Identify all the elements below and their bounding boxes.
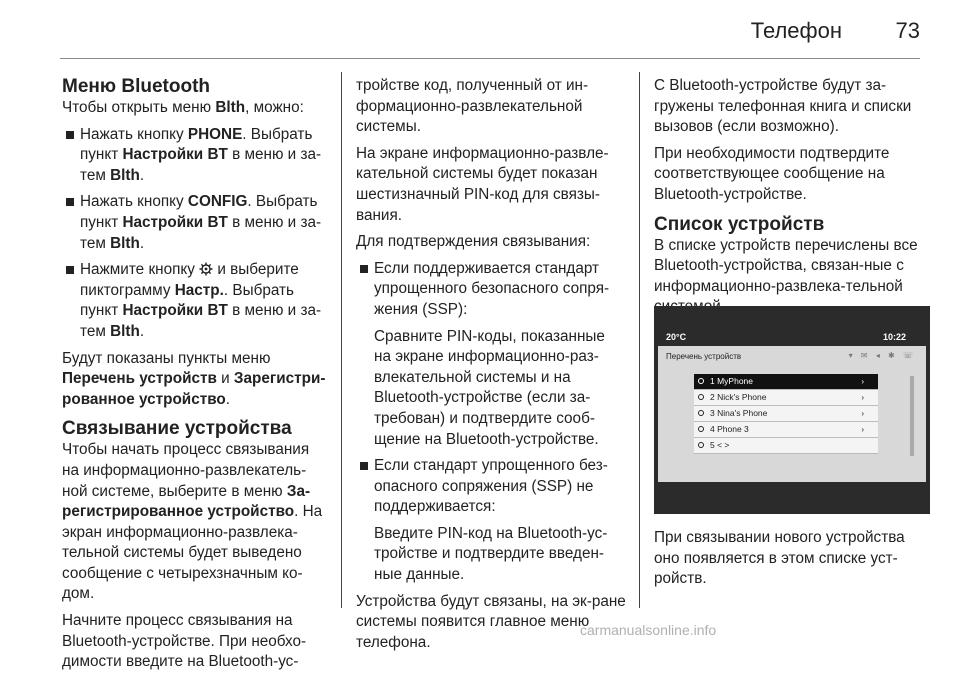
column-1: [62, 76, 330, 679]
clock-readout: 10:22: [882, 332, 906, 342]
device-icon: [698, 394, 704, 400]
bullet-icon: [360, 462, 368, 470]
page-number: 73: [895, 18, 920, 43]
list-item: Если стандарт упрощенного без-опасного сопряжения (SSP) не поддерживается:: [356, 456, 626, 518]
device-row[interactable]: 2 Nick's Phone ›: [694, 390, 878, 406]
heading-device-list: Список устройств: [654, 213, 825, 235]
page-header: [0, 0, 960, 60]
column-divider: [639, 72, 640, 608]
device-list-screenshot: [654, 306, 930, 514]
device-icon: [698, 410, 704, 416]
chevron-right-icon: ›: [861, 393, 864, 402]
device-row[interactable]: 3 Nina's Phone ›: [694, 406, 878, 422]
paragraph: Начните процесс связывания на Bluetooth-устройстве. При необхо-димости введите на Bluetooth-ус-: [62, 612, 307, 671]
bullet-icon: [66, 266, 74, 274]
chevron-right-icon: ›: [861, 377, 864, 386]
paragraph: Для подтверждения связывания:: [356, 233, 591, 251]
bullet-icon: [360, 265, 368, 273]
paragraph: При необходимости подтвердите соответствующее сообщение на Bluetooth-устройстве.: [654, 144, 890, 203]
paragraph: Будут показаны пункты меню Перечень устройств и Зарегистри-рованное устройство.: [62, 349, 326, 408]
device-icon: [698, 442, 704, 448]
bullet-icon: [66, 198, 74, 206]
paragraph: В списке устройств перечислены все Bluetooth-устройства, связан-ные с информационно-развлека-тельной: [654, 236, 918, 295]
list-item: Если поддерживается стандарт упрощенного безопасного сопря-жения (SSP):: [356, 259, 626, 321]
list-item: Нажать кнопку CONFIG. Выбрать пункт Настройки BT в меню и за-тем Blth.: [62, 192, 330, 254]
paragraph: С Bluetooth-устройстве будут за-гружены телефонная книга и списки вызовов (если возможно).: [654, 77, 912, 136]
paragraph: Сравните PIN-коды, показанные на экране информационно-раз-влекательной системы и на Bluetooth-устройстве (если за-требован) и подтвердите сооб-щение на Bluetooth-устройстве.: [374, 327, 605, 448]
heading-bluetooth-menu: Меню Bluetooth: [62, 76, 211, 97]
paragraph: Чтобы начать процесс связывания на информационно-развлекатель-ной системе, выберите в меню За-регистрированное устройство. На экран информационно-развлека-тельной системы будет выведено сообщение с четырехзначным ко-дом.: [62, 441, 323, 603]
heading-device-pairing: Связывание устройства: [62, 418, 292, 440]
device-row[interactable]: 1 MyPhone ›: [694, 374, 878, 390]
device-icon: [698, 378, 704, 384]
scrollbar[interactable]: [910, 376, 914, 456]
settings-gear-icon: [199, 262, 213, 276]
device-list-panel: [658, 346, 926, 482]
header-rule: [60, 58, 920, 59]
panel-title: Перечень устройств: [666, 352, 742, 361]
paragraph: Устройства будут связаны, на эк-ране системы появится главное меню телефона.: [356, 592, 626, 651]
chevron-right-icon: ›: [861, 409, 864, 418]
bullet-icon: [66, 131, 74, 139]
watermark: carmanualsonline.info: [580, 622, 717, 638]
status-icons: ▾ ✉ ◂ ✱ ☏: [848, 351, 916, 360]
list-item: Нажмите кнопку и выберите пиктограмму Настр.. Выбрать пункт Настройки BT в меню и за-тем Blth.: [62, 260, 330, 342]
chevron-right-icon: ›: [861, 425, 864, 434]
column-divider: [341, 72, 342, 608]
paragraph: На экране информационно-развле-кательной системы будет показан шестизначный PIN-код для связы-вания.: [356, 144, 609, 224]
paragraph: При связывании нового устройства оно появляется в этом списке уст-ройств.: [654, 529, 905, 588]
column-3: [654, 76, 934, 324]
paragraph: Чтобы открыть меню Blth, можно:: [62, 99, 304, 116]
device-list: [694, 374, 878, 454]
column-3-bottom: [654, 528, 934, 596]
temperature-readout: 20°C: [666, 332, 687, 342]
device-row[interactable]: 5 < >: [694, 438, 878, 454]
paragraph: Введите PIN-код на Bluetooth-ус-тройстве и подтвердите введен-ные данные.: [374, 524, 608, 584]
paragraph: тройстве код, полученный от ин-формационно-развлекательной системы.: [356, 77, 589, 136]
list-item: Нажать кнопку PHONE. Выбрать пункт Настройки BT в меню и за-тем Blth.: [62, 125, 330, 187]
device-row[interactable]: 4 Phone 3 ›: [694, 422, 878, 438]
device-icon: [698, 426, 704, 432]
section-title: Телефон: [750, 18, 842, 43]
column-2: [356, 76, 626, 659]
